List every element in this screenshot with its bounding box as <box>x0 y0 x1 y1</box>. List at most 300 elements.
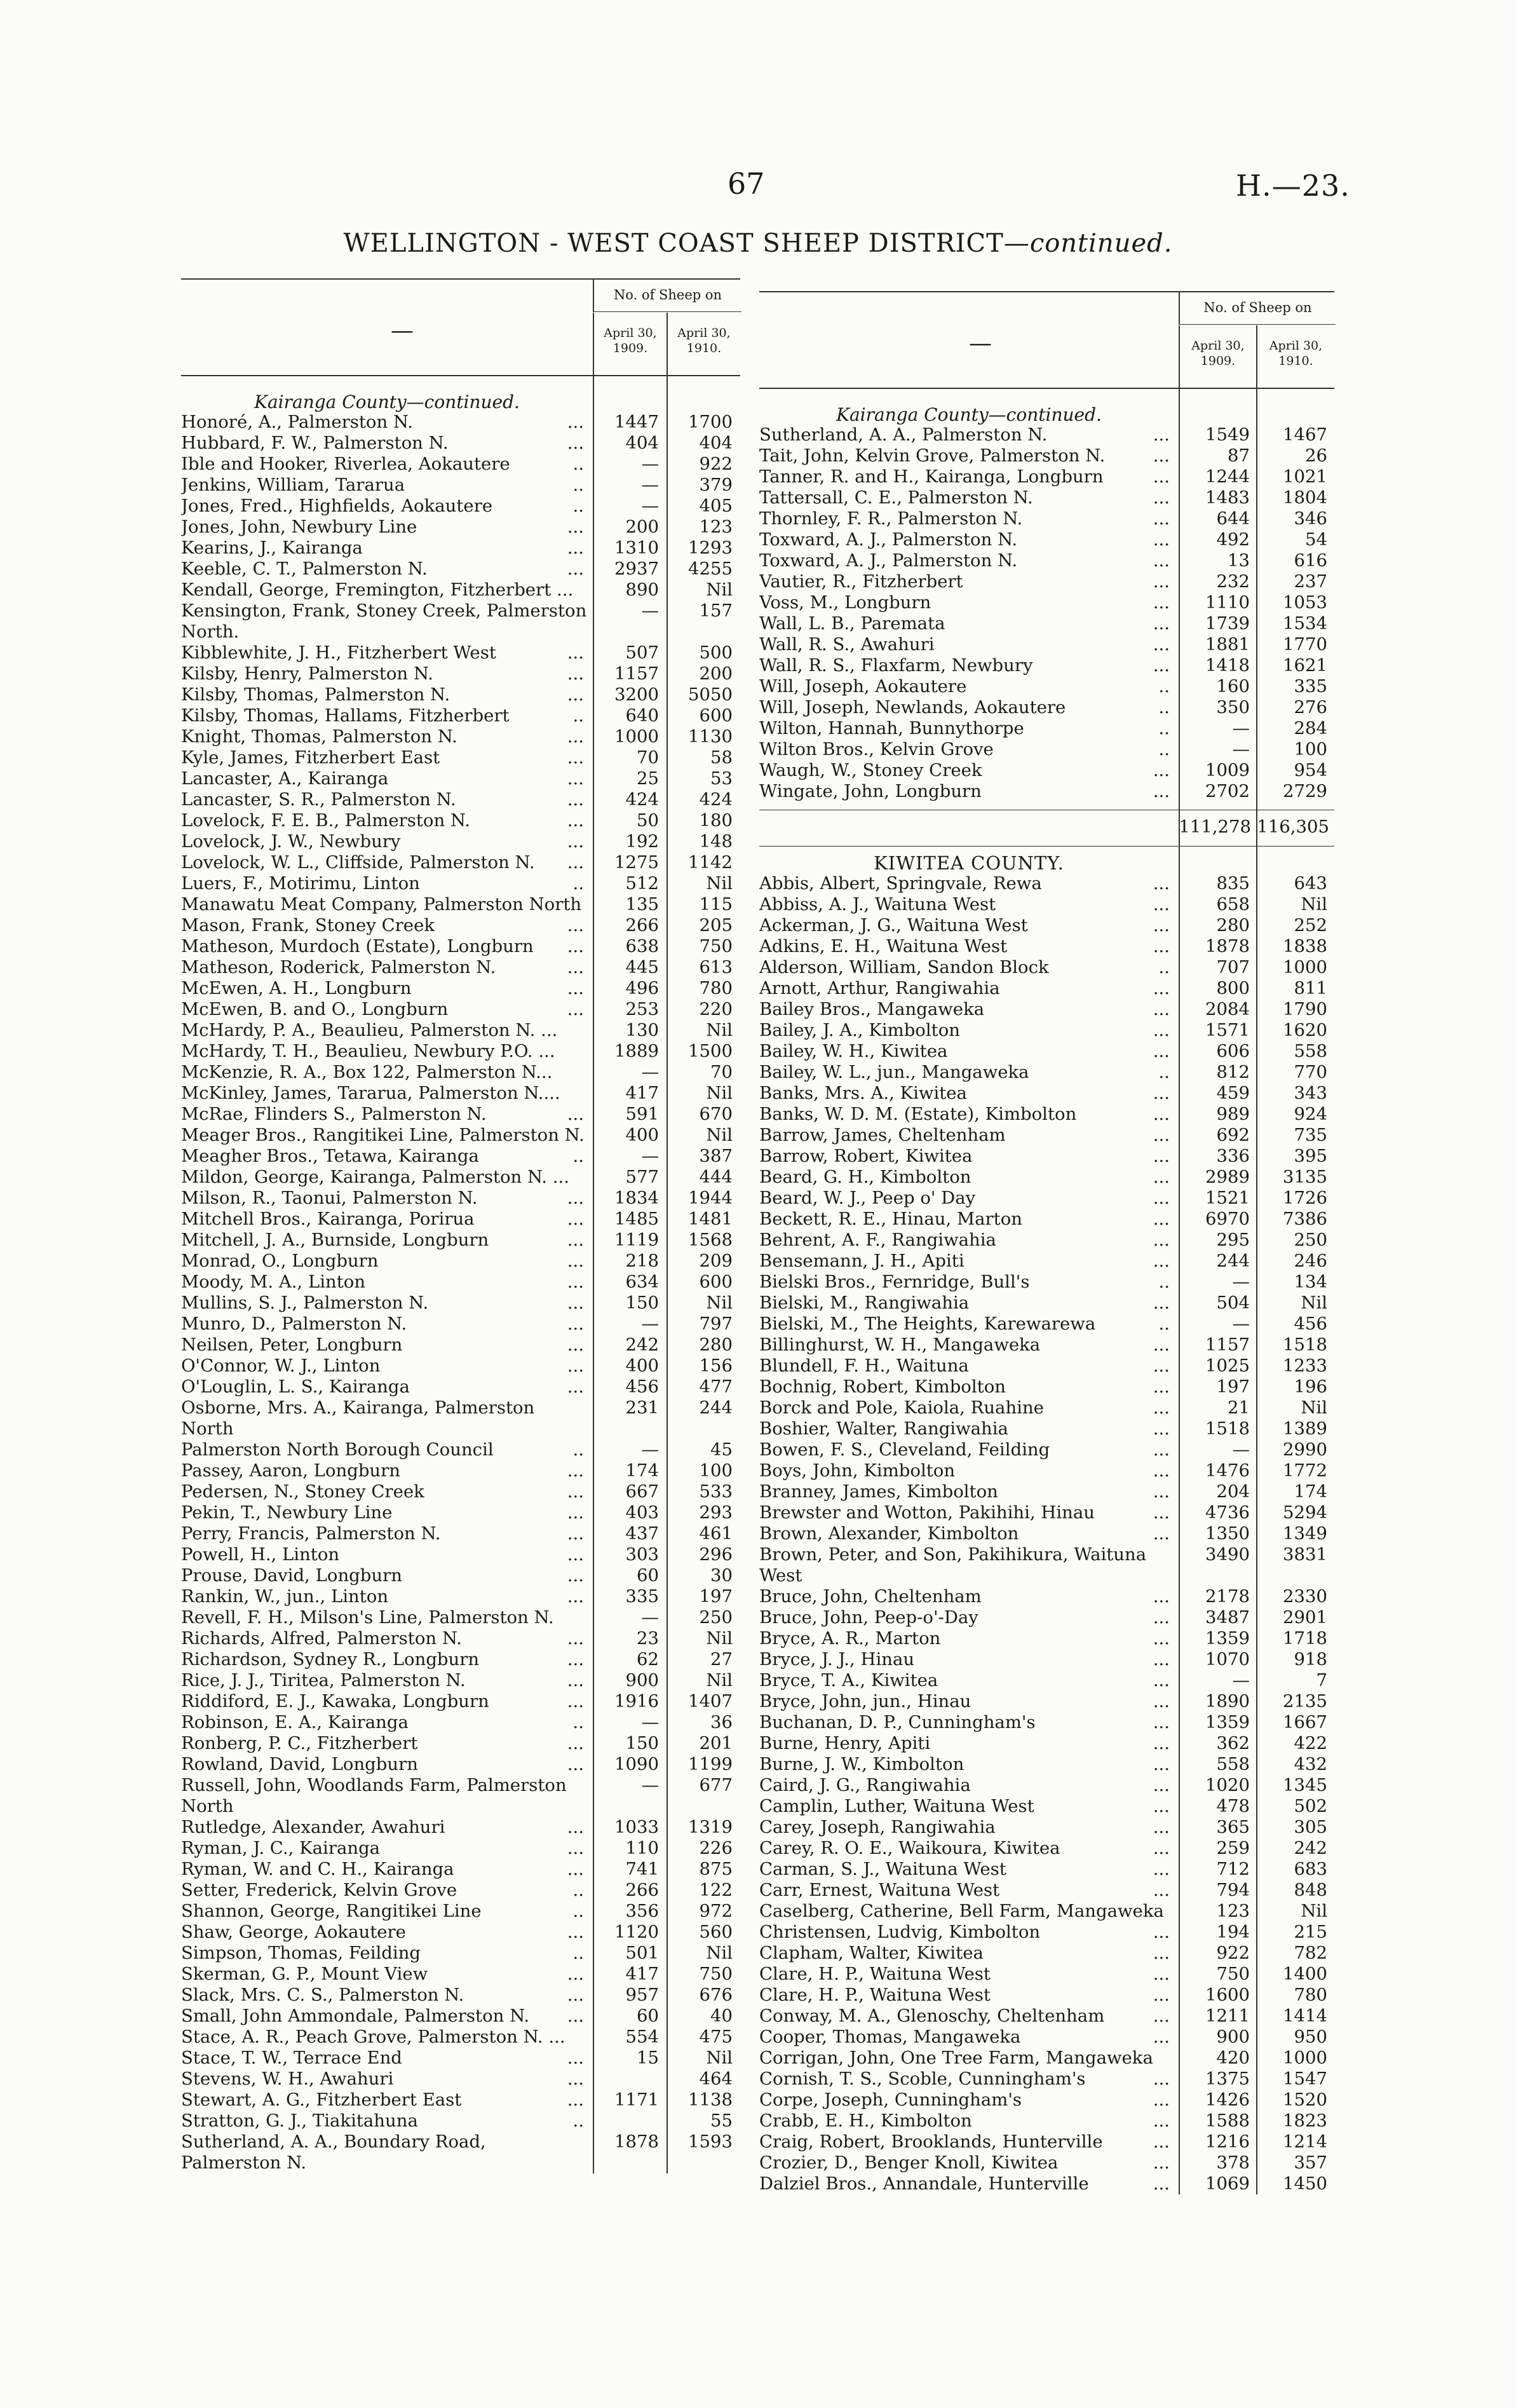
dot-leader: ... <box>1153 1230 1170 1250</box>
dot-leader: ... <box>1153 1691 1170 1711</box>
sheep-count-1909: 135 <box>625 894 659 915</box>
dot-leader: ... <box>567 1838 584 1858</box>
holder-name: Bielski, M., Rangiwahia <box>759 1293 970 1313</box>
table-row <box>759 1460 1334 1481</box>
table-row <box>181 1880 740 1901</box>
sheep-count-1909: 492 <box>1216 529 1250 550</box>
holder-name: Kilsby, Thomas, Palmerston N. <box>181 684 450 705</box>
sheep-count-1910: 157 <box>699 601 733 621</box>
sheep-count-1909: 1033 <box>614 1817 659 1837</box>
dot-leader: ... <box>1153 1481 1170 1502</box>
sheep-count-1910: Nil <box>1301 1901 1327 1921</box>
sheep-count-1909: 1834 <box>614 1188 659 1208</box>
section-heading-kiwitea: KIWITEA COUNTY. <box>874 852 1064 874</box>
sheep-count-1910: 924 <box>1294 1104 1327 1124</box>
sheep-count-1910: Nil <box>706 1083 733 1103</box>
table-row <box>759 1523 1334 1544</box>
table-row <box>759 676 1334 697</box>
table-row <box>759 2153 1334 2173</box>
sheep-count-1909: 13 <box>1228 550 1250 571</box>
sheep-count-1910: 1138 <box>688 2090 733 2110</box>
table-row <box>181 1901 740 1922</box>
sheep-count-1909: 1878 <box>614 2132 659 2152</box>
sheep-count-1909: 507 <box>625 643 659 663</box>
sheep-count-1910: 276 <box>1294 697 1327 718</box>
holder-name: Bowen, F. S., Cleveland, Feilding <box>759 1439 1050 1460</box>
sheep-count-1910: 1233 <box>1283 1356 1327 1376</box>
dot-leader: ... <box>567 1754 584 1774</box>
table-row <box>759 1167 1334 1188</box>
sheep-count-1910: 115 <box>699 894 733 915</box>
holder-name: Corpe, Joseph, Cunningham's <box>759 2090 1022 2110</box>
sheep-count-1909: 1375 <box>1205 2069 1250 2089</box>
sheep-count-1909: 424 <box>625 789 659 810</box>
sheep-count-1910: Nil <box>1301 1398 1327 1418</box>
holder-name: Clare, H. P., Waituna West <box>759 1985 991 2005</box>
table-row <box>759 2132 1334 2153</box>
dot-leader: ... <box>1153 1859 1170 1879</box>
dot-leader: ... <box>567 412 584 432</box>
sheep-count-1909: 707 <box>1216 957 1250 977</box>
table-row <box>759 1880 1334 1901</box>
header-col-1910: April 30, 1910. <box>1256 325 1334 388</box>
sheep-count-1910: 395 <box>1294 1146 1327 1166</box>
dot-leader: ... <box>1153 1502 1170 1523</box>
sheep-count-1910: 293 <box>699 1502 733 1523</box>
sheep-count-1909: 2937 <box>614 559 659 579</box>
dot-leader: .. <box>1158 739 1170 759</box>
holder-name: Luers, F., Motirimu, Linton <box>181 873 420 894</box>
sheep-count-1910: 404 <box>699 433 733 453</box>
holder-name: Milson, R., Taonui, Palmerston N. <box>181 1188 478 1208</box>
sheep-count-1909: 1878 <box>1205 936 1250 956</box>
sheep-count-1910: 280 <box>699 1335 733 1355</box>
dot-leader: ... <box>567 915 584 935</box>
holder-name: Perry, Francis, Palmerston N. <box>181 1523 441 1544</box>
table-row <box>181 1691 740 1712</box>
table-row <box>759 978 1334 999</box>
table-row <box>181 1712 740 1733</box>
holder-name: Rowland, David, Longburn <box>181 1754 418 1774</box>
sheep-count-1909: 336 <box>1216 1146 1250 1166</box>
dot-leader: ... <box>1153 1041 1170 1061</box>
sheep-count-1910: 1345 <box>1283 1775 1327 1795</box>
dot-leader: .. <box>572 1943 584 1963</box>
holder-name: Borck and Pole, Kaiola, Ruahine <box>759 1398 1044 1418</box>
dot-leader: ... <box>567 2069 584 2089</box>
holder-name: Abbiss, A. J., Waituna West <box>759 894 996 915</box>
dot-leader: ... <box>567 1251 584 1271</box>
sheep-count-1910: 613 <box>699 957 733 977</box>
header-dash: — <box>391 318 414 344</box>
sheep-count-1909: 192 <box>625 831 659 852</box>
holder-name: Barrow, James, Cheltenham <box>759 1125 1006 1145</box>
sheep-count-1910: 250 <box>699 1607 733 1628</box>
table-row <box>181 1649 740 1670</box>
dot-leader: .. <box>1158 697 1170 718</box>
holder-name: Slack, Mrs. C. S., Palmerston N. <box>181 1985 464 2005</box>
page-number: 67 <box>728 167 765 201</box>
sheep-count-1909: 194 <box>1216 1922 1250 1942</box>
table-row <box>181 1502 740 1523</box>
dot-leader: ... <box>1153 2090 1170 2110</box>
holder-name: Bailey, W. L., jun., Mangaweka <box>759 1062 1029 1082</box>
sheep-count-1909: 900 <box>1216 2027 1250 2047</box>
dot-leader: ... <box>1153 2173 1170 2194</box>
table-row <box>181 1754 740 1775</box>
holder-name: Adkins, E. H., Waituna West <box>759 936 1008 956</box>
sheep-count-1910: 58 <box>710 747 733 768</box>
dot-leader: ... <box>1153 1125 1170 1145</box>
table-row <box>181 496 740 517</box>
sheep-count-1909: 232 <box>1216 571 1250 592</box>
sheep-count-1910: 246 <box>1294 1251 1327 1271</box>
sheep-count-1910: 1838 <box>1283 936 1327 956</box>
sheep-count-1910: 1319 <box>688 1817 733 1837</box>
left-table-body <box>181 393 740 2173</box>
table-row <box>181 1460 740 1481</box>
holder-name: Hubbard, F. W., Palmerston N. <box>181 433 449 453</box>
sheep-count-1910: 387 <box>699 1146 733 1166</box>
holder-name: Lancaster, S. R., Palmerston N. <box>181 789 456 810</box>
holder-name: Stewart, A. G., Fitzherbert East <box>181 2090 462 2110</box>
table-row <box>181 433 740 454</box>
table-row <box>759 571 1334 592</box>
dot-leader: ... <box>1153 1398 1170 1418</box>
dot-leader: ... <box>567 1565 584 1586</box>
dot-leader: .. <box>1158 676 1170 697</box>
table-row <box>181 915 740 936</box>
sheep-count-1909: 160 <box>1216 676 1250 697</box>
sheep-count-1910: 1000 <box>1283 2048 1327 2068</box>
sheep-count-1909: 295 <box>1216 1230 1250 1250</box>
holder-name: Behrent, A. F., Rangiwahia <box>759 1230 996 1250</box>
table-row <box>759 1398 1334 1418</box>
holder-name: Stratton, G. J., Tiakitahuna <box>181 2111 418 2131</box>
sheep-count-1909: 750 <box>1216 1964 1250 1984</box>
sheep-count-1909: 658 <box>1216 894 1250 915</box>
dot-leader: .. <box>572 873 584 894</box>
right-rows <box>759 425 1334 802</box>
dot-leader: ... <box>567 643 584 663</box>
sheep-count-1910: 770 <box>1294 1062 1327 1082</box>
dot-leader: ... <box>567 1209 584 1229</box>
table-row <box>759 655 1334 676</box>
table-row <box>759 1251 1334 1272</box>
dot-leader: ... <box>567 2048 584 2068</box>
table-row <box>759 1377 1334 1398</box>
total-1910: 116,305 <box>1257 817 1329 837</box>
table-row <box>759 1020 1334 1041</box>
holder-name: Bruce, John, Cheltenham <box>759 1586 982 1607</box>
sheep-count-1910: Nil <box>706 1293 733 1313</box>
table-row <box>181 936 740 957</box>
holder-name: Brown, Alexander, Kimbolton <box>759 1523 1019 1544</box>
dot-leader: ... <box>1153 1733 1170 1753</box>
sheep-count-1909: 577 <box>625 1167 659 1187</box>
sheep-count-1909: — <box>641 1146 659 1166</box>
holder-name: Kearins, J., Kairanga <box>181 538 363 558</box>
dot-leader: ... <box>1153 1754 1170 1774</box>
holder-name: Kibblewhite, J. H., Fitzherbert West <box>181 643 496 663</box>
sheep-count-1909: — <box>1232 1439 1250 1460</box>
dot-leader: ... <box>567 1502 584 1523</box>
holder-name: Russell, John, Woodlands Farm, Palmerston North <box>181 1775 567 1816</box>
table-row <box>759 1083 1334 1104</box>
holder-name: Brown, Peter, and Son, Pakihikura, Waituna West <box>759 1544 1147 1586</box>
sheep-count-1909: 1157 <box>614 663 659 684</box>
sheep-count-1909: 741 <box>625 1859 659 1879</box>
dot-leader: ... <box>1153 873 1170 894</box>
table-row <box>759 1964 1334 1985</box>
header-group-label: No. of Sheep on <box>593 280 741 312</box>
sheep-count-1910: 918 <box>1294 1649 1327 1670</box>
sheep-count-1909: 558 <box>1216 1754 1250 1774</box>
sheep-count-1910: 252 <box>1294 915 1327 935</box>
table-row <box>181 1356 740 1377</box>
table-row <box>181 894 740 915</box>
sheep-count-1909: 591 <box>625 1104 659 1124</box>
sheep-count-1910: 502 <box>1294 1796 1327 1816</box>
sheep-count-1909: 204 <box>1216 1481 1250 1502</box>
dot-leader: ... <box>567 1691 584 1711</box>
right-table-header <box>759 291 1334 389</box>
sheep-count-1909: 712 <box>1216 1859 1250 1879</box>
holder-name: Boshier, Walter, Rangiwahia <box>759 1418 1008 1439</box>
sheep-count-1910: Nil <box>1301 1293 1327 1313</box>
holder-name: Ryman, W. and C. H., Kairanga <box>181 1859 454 1879</box>
table-row <box>181 873 740 894</box>
sheep-count-1910: 2135 <box>1283 1691 1327 1711</box>
dot-leader: ... <box>1153 1670 1170 1690</box>
sheep-count-1909: — <box>641 1775 659 1795</box>
holder-name: Sutherland, A. A., Palmerston N. <box>759 425 1048 445</box>
table-row <box>181 517 740 538</box>
holder-name: Mitchell Bros., Kairanga, Porirua <box>181 1209 475 1229</box>
dot-leader: ... <box>567 831 584 852</box>
dot-leader: ... <box>1153 1817 1170 1837</box>
sheep-count-1909: 501 <box>625 1943 659 1963</box>
table-row <box>759 697 1334 718</box>
sheep-count-1910: 5050 <box>688 684 733 705</box>
holder-name: Jones, Fred., Highfields, Aokautere <box>181 496 493 516</box>
holder-name: Wingate, John, Longburn <box>759 781 982 801</box>
table-row <box>181 1670 740 1691</box>
sheep-count-1909: 4736 <box>1205 1502 1250 1523</box>
sheep-count-1910: 45 <box>710 1439 733 1460</box>
dot-leader: ... <box>1153 508 1170 529</box>
sheep-count-1909: 60 <box>637 2006 659 2026</box>
sheep-count-1909: — <box>641 1314 659 1334</box>
dot-leader: ... <box>1153 1838 1170 1858</box>
sheep-count-1909: 350 <box>1216 697 1250 718</box>
table-row <box>181 1985 740 2006</box>
county-totals <box>759 810 1334 847</box>
holder-name: Neilsen, Peter, Longburn <box>181 1335 403 1355</box>
holder-name: Branney, James, Kimbolton <box>759 1481 998 1502</box>
holder-name: Palmerston North Borough Council <box>181 1439 494 1460</box>
sheep-count-1910: 782 <box>1294 1943 1327 1963</box>
table-row <box>181 1607 740 1628</box>
holder-name: McHardy, P. A., Beaulieu, Palmerston N. ... <box>181 1020 558 1040</box>
holder-name: Beckett, R. E., Hinau, Marton <box>759 1209 1022 1229</box>
sheep-count-1909: 356 <box>625 1901 659 1921</box>
sheep-count-1909: 504 <box>1216 1293 1250 1313</box>
dot-leader: ... <box>1153 1020 1170 1040</box>
dot-leader: ... <box>567 789 584 810</box>
holder-name: Bailey, W. H., Kiwitea <box>759 1041 948 1061</box>
holder-name: Thornley, F. R., Palmerston N. <box>759 508 1023 529</box>
table-row <box>181 2069 740 2090</box>
sheep-count-1910: 335 <box>1294 676 1327 697</box>
sheep-count-1909: 1359 <box>1205 1628 1250 1649</box>
holder-name: Lancaster, A., Kairanga <box>181 768 389 789</box>
holder-name: Abbis, Albert, Springvale, Rewa <box>759 873 1042 894</box>
holder-name: Barrow, Robert, Kiwitea <box>759 1146 973 1166</box>
sheep-count-1910: 70 <box>710 1062 733 1082</box>
dot-leader: ... <box>567 810 584 831</box>
holder-name: Carey, Joseph, Rangiwahia <box>759 1817 996 1837</box>
holder-name: Bryce, J. J., Hinau <box>759 1649 915 1670</box>
table-row <box>759 2027 1334 2048</box>
sheep-count-1910: 100 <box>699 1460 733 1481</box>
sheep-count-1909: 1549 <box>1205 425 1250 445</box>
sheep-count-1909: 15 <box>637 2048 659 2068</box>
sheep-count-1910: 174 <box>1294 1481 1327 1502</box>
holder-name: Mildon, George, Kairanga, Palmerston N. ... <box>181 1167 570 1187</box>
sheep-count-1910: 1293 <box>688 538 733 558</box>
sheep-count-1909: 280 <box>1216 915 1250 935</box>
dot-leader: .. <box>572 496 584 516</box>
sheep-count-1909: 253 <box>625 999 659 1019</box>
sheep-count-1909: — <box>641 475 659 495</box>
dot-leader: ... <box>1153 446 1170 466</box>
sheep-count-1910: 422 <box>1294 1733 1327 1753</box>
holder-name: Pekin, T., Newbury Line <box>181 1502 393 1523</box>
sheep-count-1909: 1890 <box>1205 1691 1250 1711</box>
sheep-count-1910: 922 <box>699 454 733 474</box>
dot-leader: ... <box>1153 1712 1170 1732</box>
sheep-count-1910: 683 <box>1294 1859 1327 1879</box>
sheep-count-1910: Nil <box>706 1020 733 1040</box>
sheep-count-1909: 1418 <box>1205 655 1250 676</box>
sheep-count-1910: 196 <box>1294 1377 1327 1397</box>
sheep-count-1909: 87 <box>1228 446 1250 466</box>
dot-leader: ... <box>1153 466 1170 487</box>
holder-name: Carr, Ernest, Waituna West <box>759 1880 1000 1900</box>
sheep-count-1909: 2989 <box>1205 1167 1250 1187</box>
holder-name: Will, Joseph, Aokautere <box>759 676 967 697</box>
sheep-count-1909: 512 <box>625 873 659 894</box>
sheep-count-1910: 676 <box>699 1985 733 2005</box>
sheep-count-1909: 957 <box>625 1985 659 2005</box>
sheep-count-1909: 989 <box>1216 1104 1250 1124</box>
header-col-1909: April 30, 1909. <box>593 313 667 375</box>
sheep-count-1909: 266 <box>625 915 659 935</box>
sheep-count-1910: 1467 <box>1283 425 1327 445</box>
sheep-count-1909: 110 <box>625 1838 659 1858</box>
sheep-count-1909: 1119 <box>614 1230 659 1250</box>
sheep-count-1910: 123 <box>699 517 733 537</box>
sheep-count-1910: 735 <box>1294 1125 1327 1145</box>
sheep-count-1910: 1804 <box>1283 487 1327 508</box>
table-row <box>181 643 740 663</box>
sheep-count-1910: 134 <box>1294 1272 1327 1292</box>
holder-name: Riddiford, E. J., Kawaka, Longburn <box>181 1691 489 1711</box>
dot-leader: ... <box>567 2090 584 2110</box>
table-row <box>181 1041 740 1062</box>
holder-name: Kilsby, Henry, Palmerston N. <box>181 663 433 684</box>
dot-leader: ... <box>567 1964 584 1984</box>
sheep-count-1910: 1790 <box>1283 999 1327 1019</box>
sheep-count-1910: 750 <box>699 936 733 956</box>
holder-name: McEwen, A. H., Longburn <box>181 978 412 998</box>
holder-name: Osborne, Mrs. A., Kairanga, Palmerston North <box>181 1398 535 1439</box>
dot-leader: ... <box>1153 1628 1170 1649</box>
sheep-count-1909: 1275 <box>614 852 659 873</box>
holder-name: Shannon, George, Rangitikei Line <box>181 1901 482 1921</box>
table-row <box>759 1628 1334 1649</box>
sheep-count-1909: 50 <box>637 810 659 831</box>
sheep-count-1910: 53 <box>710 768 733 789</box>
table-row <box>759 1272 1334 1293</box>
dot-leader: ... <box>1153 1796 1170 1816</box>
sheep-count-1910: 1770 <box>1283 634 1327 655</box>
left-table-header <box>181 278 740 376</box>
table-row <box>181 1083 740 1104</box>
dot-leader: ... <box>1153 1943 1170 1963</box>
dot-leader: ... <box>567 852 584 873</box>
table-row <box>759 739 1334 760</box>
table-row <box>759 1104 1334 1125</box>
holder-name: Banks, Mrs. A., Kiwitea <box>759 1083 967 1103</box>
holder-name: Matheson, Roderick, Palmerston N. <box>181 957 496 977</box>
dot-leader: .. <box>572 705 584 726</box>
dot-leader: ... <box>567 1733 584 1753</box>
sheep-count-1910: 1130 <box>688 726 733 747</box>
sheep-count-1910: 305 <box>1294 1817 1327 1837</box>
sheep-count-1909: 1350 <box>1205 1523 1250 1544</box>
dot-leader: ... <box>567 726 584 747</box>
sheep-count-1910: 205 <box>699 915 733 935</box>
sheep-count-1910: 54 <box>1305 529 1327 550</box>
holder-name: Rankin, W., jun., Linton <box>181 1586 389 1607</box>
dot-leader: ... <box>1153 999 1170 1019</box>
dot-leader: ... <box>567 1649 584 1670</box>
sheep-count-1909: 60 <box>637 1565 659 1586</box>
table-row <box>759 1901 1334 1922</box>
dot-leader: ... <box>1153 1880 1170 1900</box>
sheep-count-1910: 197 <box>699 1586 733 1607</box>
holder-name: Bryce, John, jun., Hinau <box>759 1691 971 1711</box>
sheep-count-1910: 616 <box>1294 550 1327 571</box>
table-row <box>181 726 740 747</box>
holder-name: Boys, John, Kimbolton <box>759 1460 956 1481</box>
holder-name: Burne, Henry, Apiti <box>759 1733 931 1753</box>
sheep-count-1910: Nil <box>706 1125 733 1145</box>
sheep-count-1910: 1021 <box>1283 466 1327 487</box>
table-row <box>759 487 1334 508</box>
holder-name: Meager Bros., Rangitikei Line, Palmerston N. <box>181 1125 585 1145</box>
holder-name: Carey, R. O. E., Waikoura, Kiwitea <box>759 1838 1060 1858</box>
table-row <box>181 1167 740 1188</box>
holder-name: Kilsby, Thomas, Hallams, Fitzherbert <box>181 705 510 726</box>
sheep-count-1910: 811 <box>1294 978 1327 998</box>
sheep-count-1910: 55 <box>710 2111 733 2131</box>
sheep-count-1909: 70 <box>637 747 659 768</box>
holder-name: Sutherland, A. A., Boundary Road, Palmerston N. <box>181 2132 486 2173</box>
sheep-count-1910: 346 <box>1294 508 1327 529</box>
